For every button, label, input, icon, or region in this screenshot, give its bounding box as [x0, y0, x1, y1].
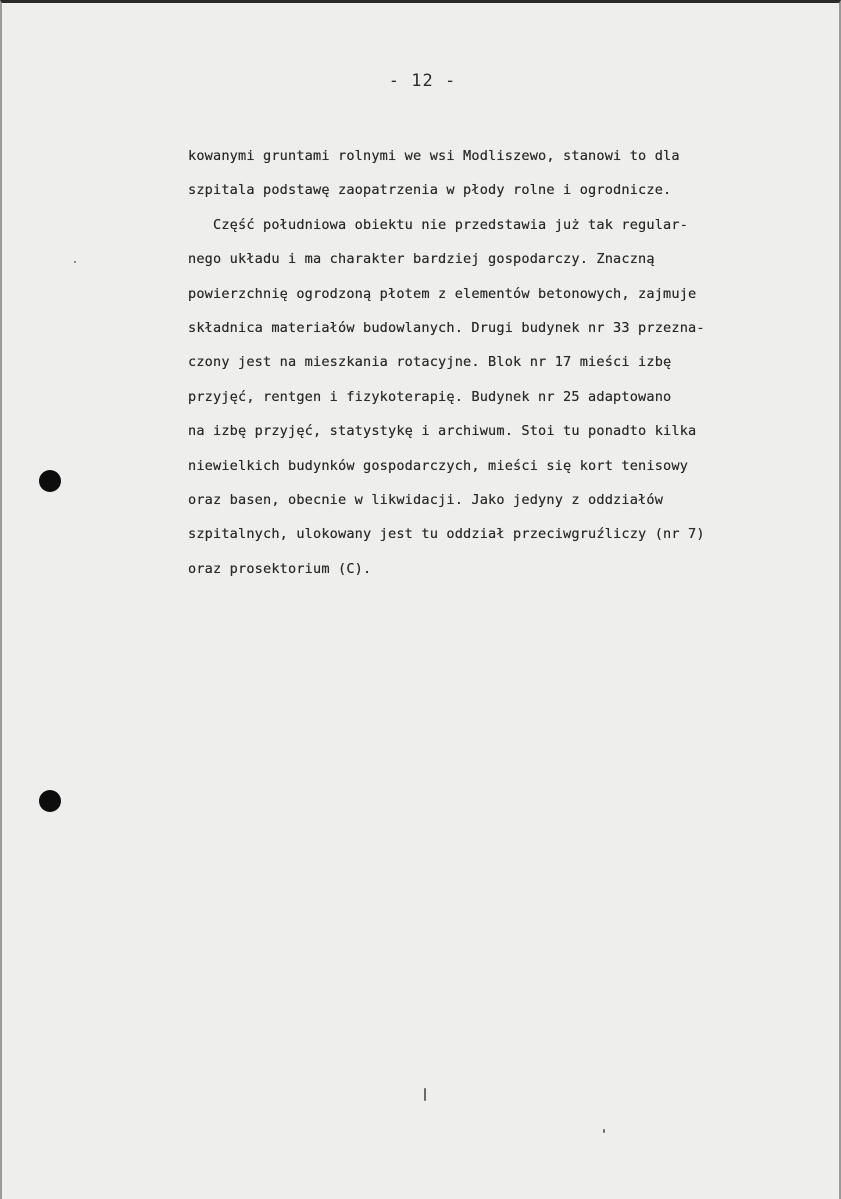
- paper-speck: [603, 1129, 605, 1133]
- text-line: szpitala podstawę zaopatrzenia w płody rolne i ogrodnicze.: [188, 182, 672, 199]
- paper-speck: [74, 261, 76, 263]
- text-line: powierzchnię ogrodzoną płotem z elementów betonowych, zajmuje: [188, 285, 697, 302]
- text-line: kowanymi gruntami rolnymi we wsi Modliszewo, stanowi to dla: [188, 148, 680, 164]
- text-line: szpitalnych, ulokowany jest tu oddział przeciwgruźliczy (nr 7): [188, 526, 705, 543]
- text-line: oraz basen, obecnie w likwidacji. Jako jedyny z oddziałów: [188, 491, 664, 508]
- body-text: [188, 139, 828, 586]
- page-number: - 12 -: [388, 71, 457, 91]
- text-line: składnica materiałów budowlanych. Drugi budynek nr 33 przezna-: [188, 319, 705, 336]
- text-line: niewielkich budynków gospodarczych, mieści się kort tenisowy: [188, 457, 689, 474]
- text-line: Część południowa obiektu nie przedstawia już tak regular-: [188, 216, 689, 233]
- text-line: nego układu i ma charakter bardziej gospodarczy. Znaczną: [188, 251, 655, 268]
- text-line: na izbę przyjęć, statystykę i archiwum. Stoi tu ponadto kilka: [188, 423, 697, 440]
- text-line: oraz prosektorium (C).: [188, 560, 372, 577]
- punch-hole: [39, 790, 61, 812]
- text-line: przyjęć, rentgen i fizykoterapię. Budynek nr 25 adaptowano: [188, 388, 672, 405]
- punch-hole: [39, 470, 61, 492]
- text-line: czony jest na mieszkania rotacyjne. Blok nr 17 mieści izbę: [188, 354, 672, 371]
- paper-speck: [424, 1088, 426, 1101]
